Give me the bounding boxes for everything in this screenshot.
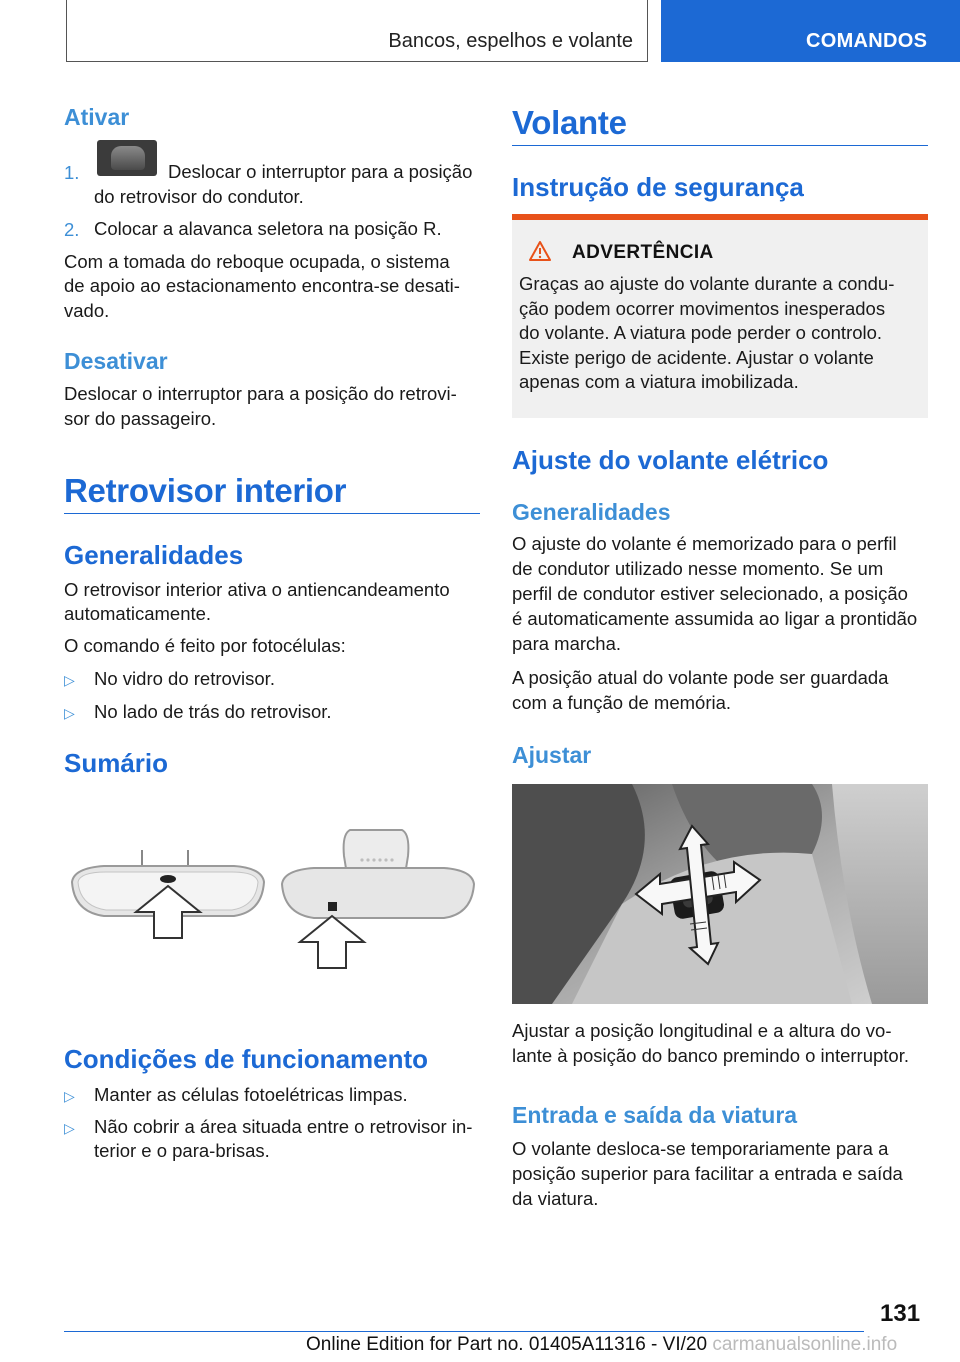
header-section-box: [66, 0, 648, 62]
heading-ajuste-volante: Ajuste do volante elétrico: [512, 445, 829, 475]
heading-instrucao-seguranca: Instrução de segurança: [512, 172, 804, 202]
ativar-para-line-2: de apoio ao estacionamento encontra-se desati-: [64, 275, 460, 296]
ajuste-line-3: perfil de condutor estiver selecionado, a posição: [512, 583, 908, 604]
heading-condicoes: Condições de funcionamento: [64, 1044, 429, 1074]
warning-line-4: Existe perigo de acidente. Ajustar o volante: [519, 346, 874, 368]
ajuste-line-4: é automaticamente assumida ao ligar a prontidão: [512, 608, 918, 629]
desativar-line-2: sor do passageiro.: [64, 408, 217, 429]
mirror-switch-icon: [97, 140, 157, 176]
entrada-line-1: O volante desloca-se temporariamente para a: [512, 1138, 889, 1159]
entrada-line-3: da viatura.: [512, 1188, 599, 1209]
bullet-triangle-icon: ▷: [64, 672, 75, 688]
retro-para-line-2: automaticamente.: [64, 603, 212, 624]
page-number: 131: [880, 1300, 921, 1327]
ajuste-line-1: O ajuste do volante é memorizado para o perfil: [512, 533, 897, 554]
ativar-para-line-1: Com a tomada do reboque ocupada, o sistema: [64, 251, 450, 272]
heading-ativar: Ativar: [64, 104, 130, 130]
header-section-title: Bancos, espelhos e volante: [388, 30, 633, 52]
bullet-triangle-icon: ▷: [64, 705, 75, 721]
warning-line-1: Graças ao ajuste do volante durante a condu-: [519, 273, 895, 294]
retro-para-line-1: O retrovisor interior ativa o antiencandeamento: [64, 579, 450, 600]
footer-edition-text: Online Edition for Part no. 01405A11316 - VI/20: [306, 1334, 708, 1355]
warning-box: [512, 214, 928, 418]
cond-bullet-2a: Não cobrir a área situada entre o retrovisor in-: [94, 1116, 473, 1137]
heading-retrovisor-interior: Retrovisor interior: [64, 472, 347, 509]
retro-para-line-3: O comando é feito por fotocélulas:: [64, 635, 346, 656]
chapter-rule: [512, 145, 928, 146]
heading-generalidades-right: Generalidades: [512, 499, 671, 525]
heading-sumario: Sumário: [64, 748, 169, 778]
warning-line-2: ção podem ocorrer movimentos inesperados: [519, 297, 886, 319]
bullet-triangle-icon: ▷: [64, 1088, 75, 1104]
desativar-line-1: Deslocar o interruptor para a posição do retrovi-: [64, 383, 457, 404]
warning-line-5: apenas com a viatura imobilizada.: [519, 371, 799, 392]
retro-bullet-2: No lado de trás do retrovisor.: [94, 701, 332, 722]
footer-rule: [64, 1331, 864, 1332]
cond-bullet-2b: terior e o para-brisas.: [94, 1140, 270, 1161]
heading-volante: Volante: [512, 104, 627, 141]
heading-entrada-saida: Entrada e saída da viatura: [512, 1102, 798, 1128]
header-chapter-label: COMANDOS: [806, 30, 928, 52]
warning-title: ADVERTÊNCIA: [572, 242, 714, 263]
bullet-triangle-icon: ▷: [64, 1120, 75, 1136]
warning-triangle-icon: [528, 240, 552, 262]
ajuste-line-7: com a função de memória.: [512, 692, 732, 713]
heading-desativar: Desativar: [64, 348, 168, 374]
footer-watermark[interactable]: carmanualsonline.info: [712, 1334, 898, 1355]
entrada-line-2: posição superior para facilitar a entrada e saída: [512, 1163, 903, 1184]
warning-line-3: do volante. A viatura pode perder o controlo.: [519, 322, 883, 343]
step-2-text: Colocar a alavanca seletora na posição R.: [94, 218, 442, 239]
mirror-illustration: [64, 820, 480, 990]
ativar-para-line-3: vado.: [64, 300, 110, 321]
ajustar-caption-2: lante à posição do banco premindo o interruptor.: [512, 1045, 909, 1066]
warning-body: [519, 272, 919, 395]
cond-bullet-1: Manter as células fotoelétricas limpas.: [94, 1084, 408, 1105]
retro-bullet-1: No vidro do retrovisor.: [94, 668, 275, 689]
step-2-number: 2.: [64, 219, 80, 240]
step-1-text-b: do retrovisor do condutor.: [94, 186, 304, 207]
footer-edition: [306, 1334, 897, 1356]
heading-generalidades-left: Generalidades: [64, 540, 244, 570]
ajustar-caption-1: Ajustar a posição longitudinal e a altura do vo-: [512, 1020, 892, 1041]
heading-ajustar: Ajustar: [512, 742, 592, 768]
ajuste-line-5: para marcha.: [512, 633, 621, 654]
step-1-text-a: Deslocar o interruptor para a posição: [168, 161, 473, 182]
warning-bar: [512, 214, 928, 220]
step-1-number: 1.: [64, 162, 80, 183]
chapter-rule: [64, 513, 480, 514]
header-chapter-tab[interactable]: [661, 0, 960, 62]
steering-adjust-photo: [512, 784, 928, 1004]
ajuste-line-6: A posição atual do volante pode ser guardada: [512, 667, 889, 688]
ajuste-line-2: de condutor utilizado nesse momento. Se um: [512, 558, 884, 579]
